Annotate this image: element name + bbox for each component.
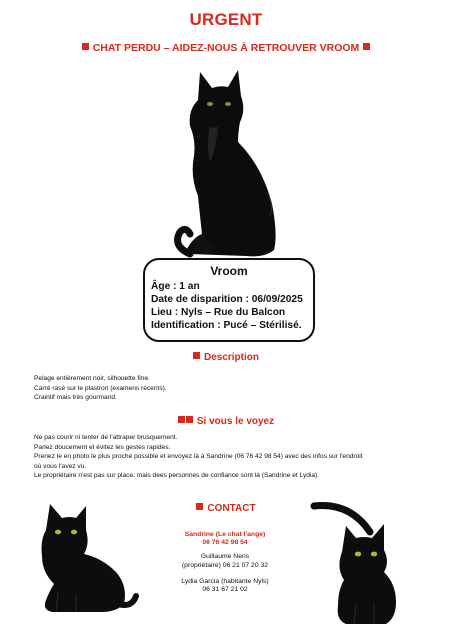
- contact-lydia-phone: 06 31 67 21 02: [202, 586, 248, 594]
- red-square-icon: [363, 43, 370, 50]
- location: Lieu : Nyls – Rue du Balcon: [151, 307, 286, 318]
- disappearance-date: Date de disparition : 06/09/2025: [151, 294, 303, 305]
- cat-info-card: [143, 258, 315, 342]
- description-text: [34, 374, 424, 403]
- contact-lydia-name: Lydia Garcia (habitante Nyls): [181, 577, 269, 585]
- contact-heading-text: CONTACT: [207, 503, 256, 514]
- cat-age: Âge : 1 an: [151, 281, 200, 292]
- description-heading: [0, 352, 452, 363]
- instruction-line: Le propriétaire n'est pas sur place, mais dees personnes de confiance sont là (Sandrine et Lydia).: [34, 472, 320, 480]
- contact-block: [150, 531, 300, 594]
- cat-photo-left: [32, 500, 142, 618]
- description-line: Pelage entièrement noir, silhouette fine.: [34, 375, 150, 382]
- si-vous-voyez-heading-text: Si vous le voyez: [196, 416, 275, 427]
- red-square-icon: [193, 352, 200, 359]
- red-square-icon: [196, 503, 203, 510]
- description-line: Carré rasé sur le plastron (examens récents).: [34, 384, 167, 392]
- poster-title: URGENT: [189, 10, 263, 29]
- red-square-icon: [178, 416, 185, 423]
- subtitle-text: CHAT PERDU – AIDEZ-NOUS À RETROUVER VROOM: [92, 42, 360, 54]
- poster-subtitle: [0, 42, 452, 54]
- red-square-icon: [82, 43, 89, 50]
- instruction-line: Parlez doucement et évitez les gestes rapides.: [34, 443, 171, 451]
- contact-guillaume-name: Guillaume Neris: [200, 553, 250, 561]
- contact-sandrine-phone: 06 76 42 98 54: [202, 539, 248, 547]
- si-vous-voyez-heading: [0, 416, 452, 427]
- instruction-line: Ne pas courir ni tenter de l'attraper brusquement.: [34, 434, 178, 441]
- main-cat-photo: [150, 66, 290, 262]
- contact-guillaume-phone: (propriétaire) 06 21 07 20 32: [181, 561, 269, 569]
- description-heading-text: Description: [203, 352, 259, 363]
- cat-name: Vroom: [210, 264, 248, 278]
- identification: Identification : Pucé – Stérilisé.: [151, 320, 302, 331]
- description-line: Craintif mais très gourmand.: [34, 394, 117, 402]
- cat-photo-right: [300, 498, 418, 630]
- red-square-icon: [186, 416, 193, 423]
- instruction-line: où vous l'avez vu.: [34, 462, 87, 470]
- instruction-line: Prenez le en photo le plus proche possible et envoyez là à Sandrine (06 76 42 98 54) avec des infos sur l'endroit: [34, 453, 363, 461]
- si-vous-voyez-text: [34, 433, 424, 481]
- contact-sandrine-name: Sandrine (Le chat l'ange): [184, 531, 266, 538]
